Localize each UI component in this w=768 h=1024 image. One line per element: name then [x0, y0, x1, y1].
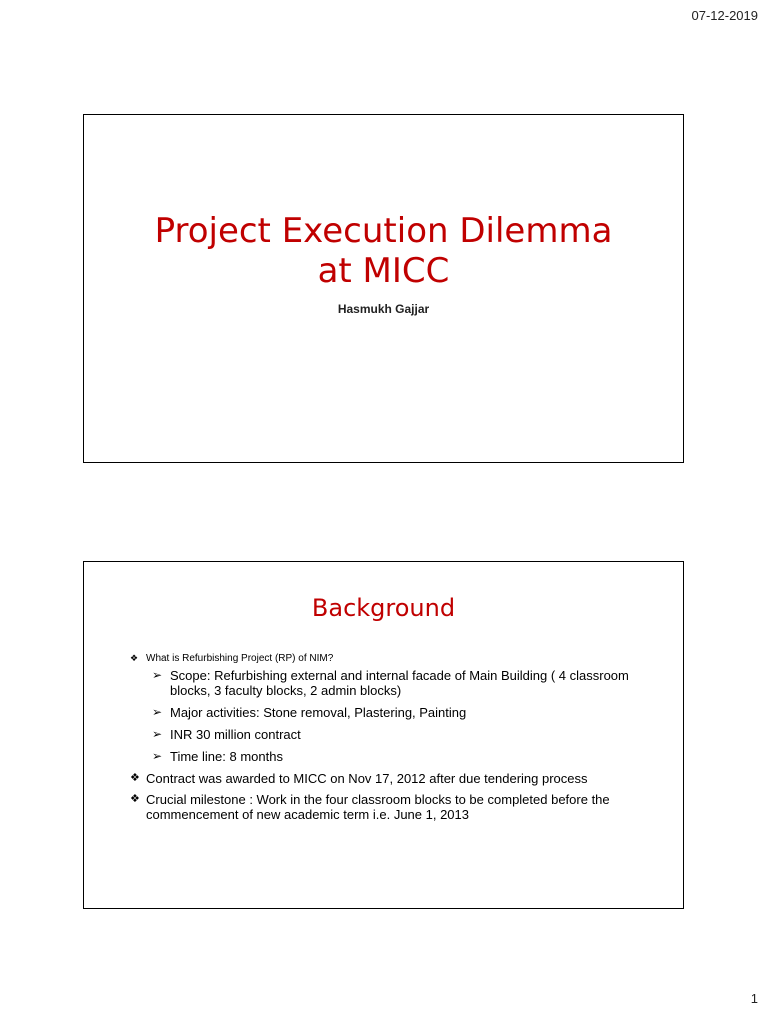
page-number: 1: [750, 991, 758, 1006]
page-date: 07-12-2019: [691, 8, 758, 23]
bullet-text: Crucial milestone : Work in the four classroom blocks to be completed before the commencement of new academic term i.e. June 1, 2013: [146, 792, 610, 822]
bullet-item: [130, 771, 663, 786]
author-name: Hasmukh Gajjar: [337, 302, 430, 316]
sub-bullet-item: [130, 668, 663, 698]
arrow-bullet-icon: ➢: [152, 749, 163, 763]
slide-title: [84, 211, 683, 291]
bullet-text: Time line: 8 months: [170, 749, 283, 764]
bullet-text: INR 30 million contract: [170, 727, 301, 742]
bullet-text: What is Refurbishing Project (RP) of NIM?: [146, 653, 334, 664]
sub-bullet-item: [130, 727, 663, 742]
sub-bullet-item: [130, 705, 663, 720]
slide-title-line-2: at MICC: [317, 251, 450, 291]
diamond-bullet-icon: ❖: [130, 772, 140, 784]
slide-heading: Background: [311, 594, 456, 622]
diamond-bullet-icon: ❖: [130, 793, 140, 805]
arrow-bullet-icon: ➢: [152, 727, 163, 741]
bullet-item: [130, 652, 663, 665]
arrow-bullet-icon: ➢: [152, 705, 163, 719]
bullet-text: Contract was awarded to MICC on Nov 17, 2012 after due tendering process: [146, 771, 588, 786]
diamond-bullet-icon: ❖: [130, 653, 139, 663]
bullet-text: Major activities: Stone removal, Plastering, Painting: [170, 705, 467, 720]
arrow-bullet-icon: ➢: [152, 668, 163, 682]
background-slide: [83, 561, 684, 909]
slide-title-line-1: Project Execution Dilemma: [154, 211, 613, 251]
title-slide: [83, 114, 684, 463]
bullet-list: [130, 652, 663, 828]
bullet-text: Scope: Refurbishing external and internal facade of Main Building ( 4 classroom blocks, 3 faculty blocks, 2 admin blocks): [170, 668, 629, 698]
sub-bullet-item: [130, 749, 663, 764]
bullet-item: [130, 792, 663, 822]
